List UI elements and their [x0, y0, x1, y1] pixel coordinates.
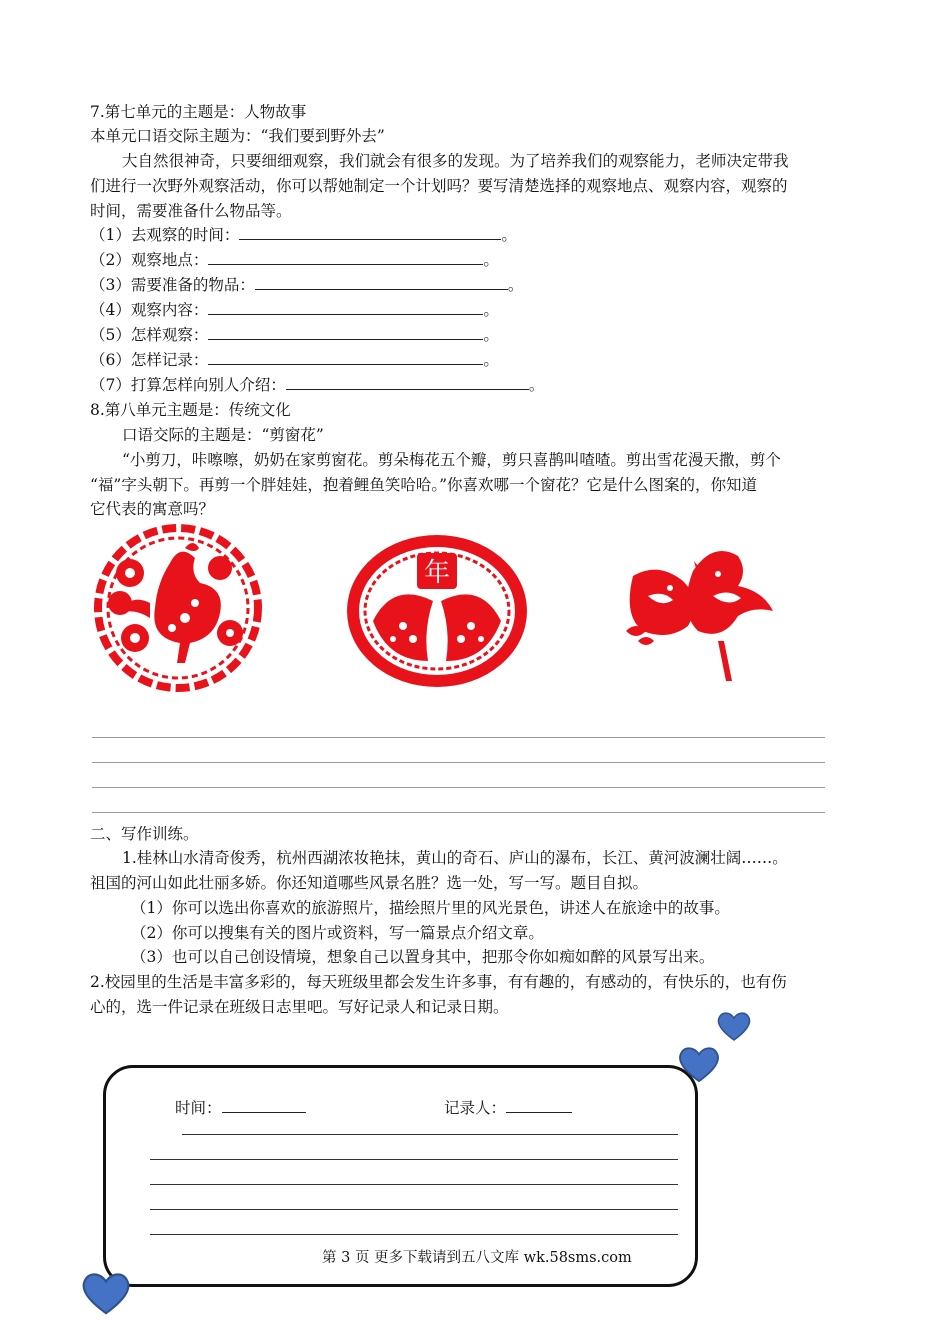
unit8-title: 8.第八单元主题是：传统文化: [90, 401, 291, 419]
unit8-intro-line: 它代表的寓意吗？: [90, 500, 215, 518]
heart-icon: [80, 1270, 132, 1316]
heart-icon: [716, 1010, 752, 1042]
answer-blank[interactable]: [239, 225, 501, 240]
unit8-oral-topic: 口语交际的主题是：“剪窗花”: [122, 426, 324, 444]
task2-line: 2.校园里的生活是丰富多彩的，每天班级里都会发生许多事，有有趣的，有感动的，有快乐的，也有伤: [90, 973, 787, 991]
task1-line: 祖国的河山如此壮丽多娇。你还知道哪些风景名胜？选一处，写一写。题目自拟。: [90, 874, 649, 892]
answer-blank[interactable]: [255, 275, 508, 290]
recorder-blank[interactable]: [506, 1098, 572, 1113]
answer-blank[interactable]: [286, 375, 529, 390]
year-fish-papercut-image: [343, 531, 531, 691]
answer-line[interactable]: [92, 812, 825, 813]
answer-blank[interactable]: [208, 300, 483, 315]
year-character: 年: [423, 558, 451, 588]
page-footer: 第 3 页 更多下载请到五八文库 wk.58sms.com: [322, 1250, 632, 1266]
diary-line[interactable]: [182, 1134, 678, 1135]
answer-blank[interactable]: [208, 325, 483, 340]
question-how-observe: （5）怎样观察： 。: [90, 326, 499, 344]
task1-option: （1）你可以选出你喜欢的旅游照片，描绘照片里的风光景色，讲述人在旅途中的故事。: [131, 899, 730, 917]
diary-line[interactable]: [150, 1159, 678, 1160]
unit7-title: 7.第七单元的主题是：人物故事: [90, 103, 307, 121]
unit8-intro-line: “小剪刀，咔嚓嚓，奶奶在家剪窗花。剪朵梅花五个瓣，剪只喜鹊叫喳喳。剪出雪花漫天撒，剪个: [122, 451, 781, 469]
task2-line: 心的，选一件记录在班级日志里吧。写好记录人和记录日期。: [90, 998, 509, 1016]
diary-time: 时间：: [175, 1096, 306, 1118]
magpie-papercut-image: [618, 536, 780, 682]
diary-recorder: 记录人：: [444, 1096, 572, 1118]
unit7-intro-line: 时间，需要准备什么物品等。: [90, 202, 292, 220]
question-content: （4）观察内容： 。: [90, 301, 499, 319]
task1-line: 1.桂林山水清奇俊秀，杭州西湖浓妆艳抹，黄山的奇石、庐山的瀑布，长江、黄河波澜壮阔……。: [122, 849, 788, 867]
rooster-papercut-image: [90, 523, 268, 693]
task1-option: （3）也可以自己创设情境，想象自己以置身其中，把那令你如痴如醉的风景写出来。: [131, 948, 715, 966]
unit7-oral-topic: 本单元口语交际主题为：“我们要到野外去”: [90, 127, 385, 145]
answer-blank[interactable]: [208, 350, 483, 365]
task1-option: （2）你可以搜集有关的图片或资料，写一篇景点介绍文章。: [131, 924, 544, 942]
unit7-intro-line: 们进行一次野外观察活动，你可以帮她制定一个计划吗？要写清楚选择的观察地点、观察内容，观察的: [90, 177, 788, 195]
question-how-record: （6）怎样记录： 。: [90, 351, 499, 369]
question-introduce: （7）打算怎样向别人介绍： 。: [90, 376, 545, 394]
question-place: （2）观察地点： 。: [90, 251, 499, 269]
time-blank[interactable]: [222, 1098, 306, 1113]
question-time: （1）去观察的时间： 。: [90, 226, 517, 244]
question-items: （3）需要准备的物品： 。: [90, 276, 524, 294]
answer-line[interactable]: [92, 787, 825, 788]
unit8-intro-line: “福”字头朝下。再剪一个胖娃娃，抱着鲤鱼笑哈哈。”你喜欢哪一个窗花？它是什么图案的，你知道: [90, 476, 758, 494]
diary-line[interactable]: [150, 1209, 678, 1210]
answer-line[interactable]: [92, 762, 825, 763]
writing-heading: 二、写作训练。: [90, 825, 199, 843]
diary-line[interactable]: [150, 1184, 678, 1185]
diary-line[interactable]: [150, 1234, 678, 1235]
heart-icon: [677, 1044, 721, 1084]
unit7-intro-line: 大自然很神奇，只要细细观察，我们就会有很多的发现。为了培养我们的观察能力，老师决定带我: [122, 152, 789, 170]
answer-line[interactable]: [92, 737, 825, 738]
answer-blank[interactable]: [208, 250, 483, 265]
